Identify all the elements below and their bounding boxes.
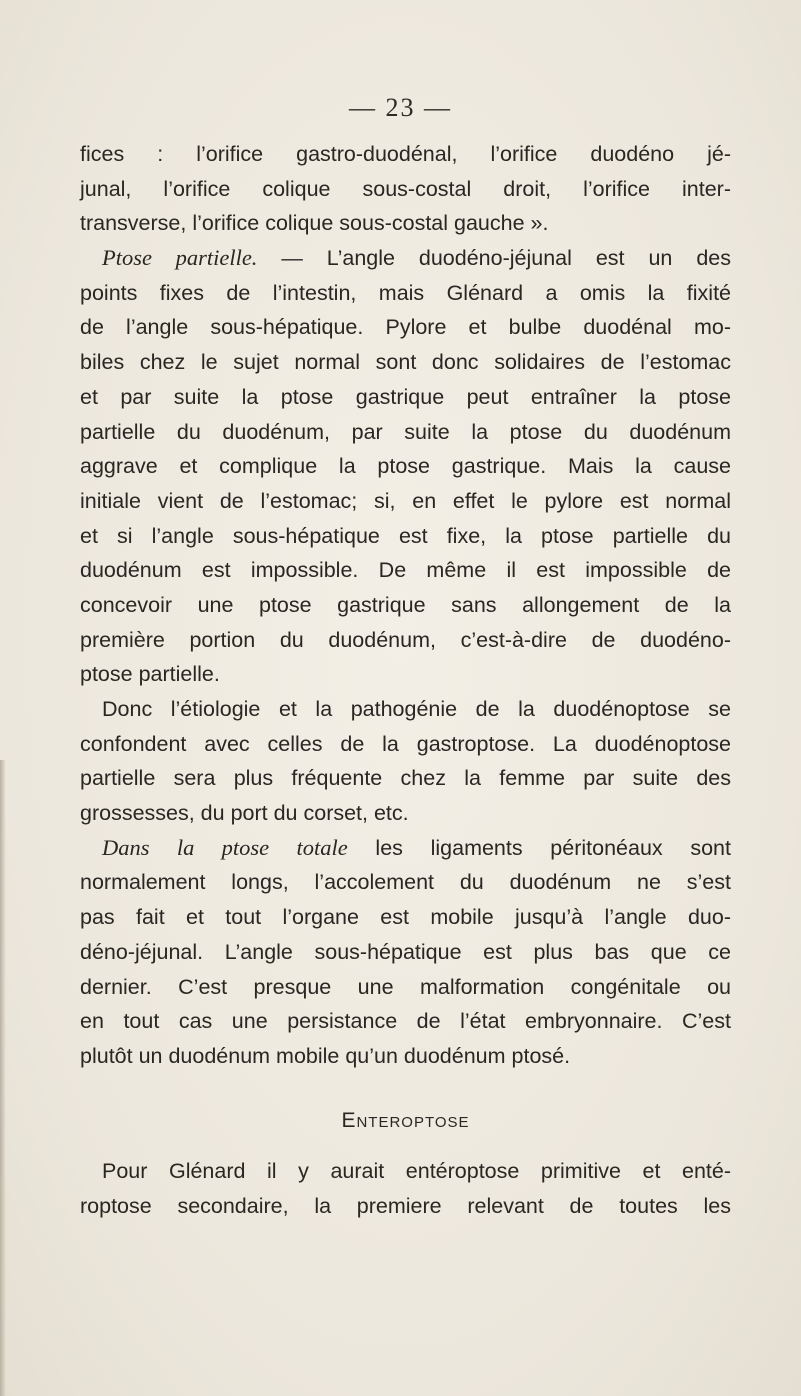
text-line: dernier. C’est presque une malformation congénitale ou <box>80 974 731 999</box>
text-line: et si l’angle sous-hépatique est fixe, la ptose partielle du <box>80 523 731 548</box>
text-line: initiale vient de l’estomac; si, en effet le pylore est normal <box>80 488 731 513</box>
page-number: — 23 — <box>349 93 452 122</box>
paragraph-ptose-partielle-start <box>80 241 731 276</box>
paragraph-ptose-totale-start <box>80 831 731 866</box>
text-line: roptose secondaire, la premiere relevant de toutes les <box>80 1193 731 1218</box>
body-text <box>80 137 731 1224</box>
text-line: et par suite la ptose gastrique peut entraîner la ptose <box>80 384 731 409</box>
text-line: Pour Glénard il y aurait entéroptose primitive et enté- <box>102 1159 731 1184</box>
text-line: biles chez le sujet normal sont donc solidaires de l’estomac <box>80 350 731 375</box>
text-line: première portion du duodénum, c’est-à-dire de duodéno- <box>80 627 731 652</box>
text-line: pas fait et tout l’organe est mobile jusqu’à l’angle duo- <box>80 905 731 930</box>
text-line: grossesses, du port du corset, etc. <box>80 801 409 826</box>
text-line: confondent avec celles de la gastroptose. La duodénoptose <box>80 731 731 756</box>
page-edge-shadow <box>0 760 6 1396</box>
section-heading-enteroptose: Enteroptose <box>341 1108 470 1132</box>
text-line: fices : l’orifice gastro-duodénal, l’orifice duodéno jé- <box>80 142 731 166</box>
text-line: de l’angle sous-hépatique. Pylore et bulbe duodénal mo- <box>80 315 731 340</box>
text-line: aggrave et complique la ptose gastrique. Mais la cause <box>80 454 731 479</box>
text-line: transverse, l’orifice colique sous-costal gauche ». <box>80 211 549 236</box>
text-line: partielle sera plus fréquente chez la femme par suite des <box>80 766 731 791</box>
text-line: en tout cas une persistance de l’état embryonnaire. C’est <box>80 1009 731 1034</box>
section-title-ptose-totale: Dans la ptose totale <box>102 834 348 860</box>
section-title-ptose-partielle: Ptose partielle. <box>102 245 258 271</box>
text-line: normalement longs, l’accolement du duodénum ne s’est <box>80 870 731 895</box>
text-fragment: — L’angle duodéno-jéjunal est un des <box>257 246 731 271</box>
text-line: concevoir une ptose gastrique sans allongement de la <box>80 592 731 617</box>
text-line: partielle du duodénum, par suite la ptose du duodénum <box>80 419 731 444</box>
text-line: points fixes de l’intestin, mais Glénard a omis la fixité <box>80 280 731 305</box>
text-line: plutôt un duodénum mobile qu’un duodénum ptosé. <box>80 1043 571 1068</box>
text-line: Donc l’étiologie et la pathogénie de la duodénoptose se <box>102 697 731 721</box>
text-line: ptose partielle. <box>80 662 220 687</box>
text-line: duodénum est impossible. De même il est impossible de <box>80 558 731 583</box>
text-line: déno-jéjunal. L’angle sous-hépatique est plus bas que ce <box>80 939 731 964</box>
text-line: junal, l’orifice colique sous-costal droit, l’orifice inter- <box>80 176 731 201</box>
text-fragment: les ligaments péritonéaux sont <box>347 835 731 860</box>
